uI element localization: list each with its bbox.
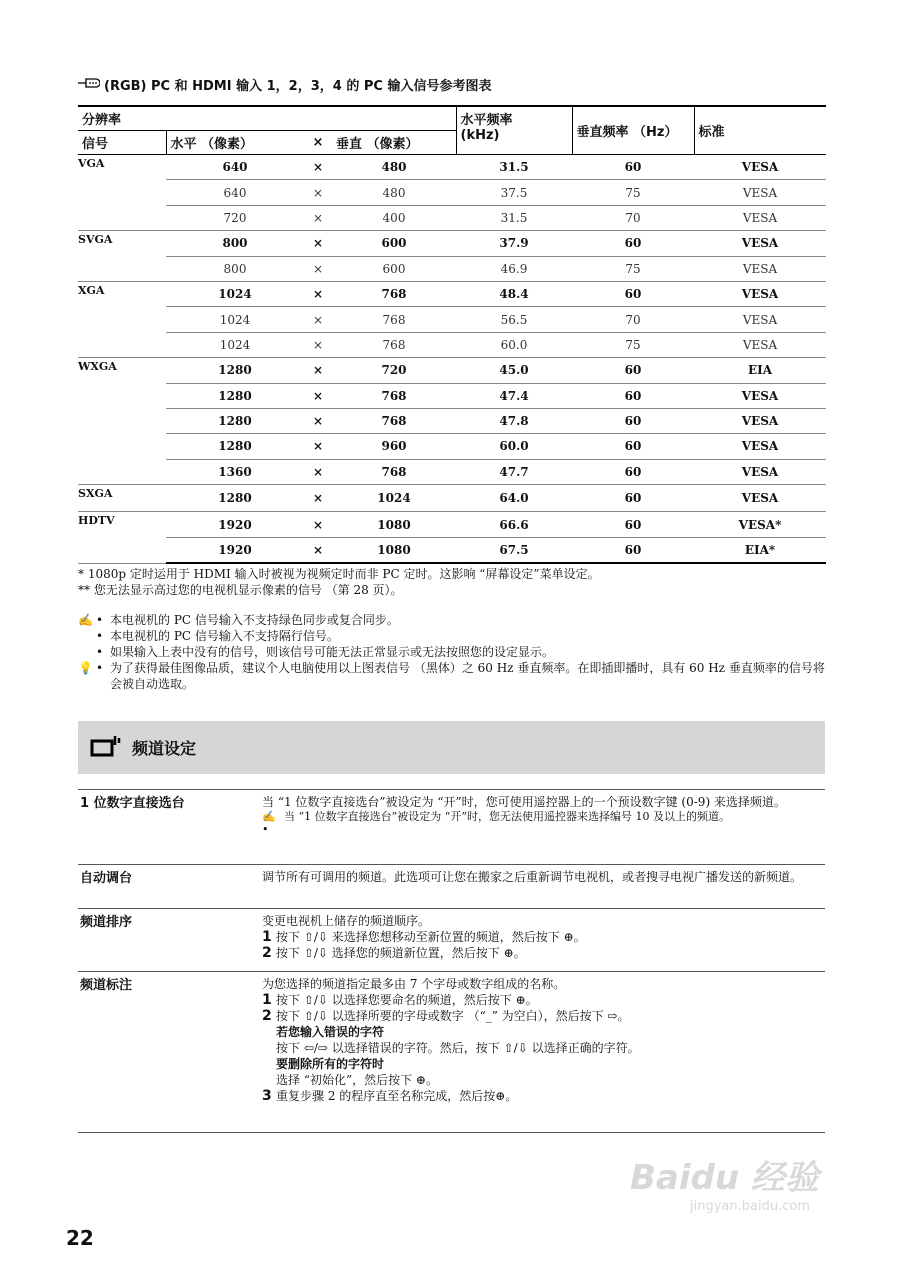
watermark-url: jingyan.baidu.com — [690, 1199, 810, 1214]
table-row — [78, 408, 826, 433]
channel-settings-icon — [90, 733, 122, 763]
cell-standard: VESA — [694, 231, 826, 256]
cell-hfreq: 31.5 — [456, 205, 572, 230]
setting-auto-tune — [78, 864, 825, 909]
cell-standard: VESA — [694, 155, 826, 180]
tip-lightbulb-icon: 💡 — [78, 661, 93, 675]
cell-times: × — [304, 231, 332, 256]
setting-label: 频道排序 — [80, 915, 133, 930]
setting-description: 为您选择的频道指定最多由 7 个字母或数字组成的名称。 — [262, 977, 566, 991]
cell-hfreq: 66.6 — [456, 512, 572, 537]
cell-hfreq: 56.5 — [456, 307, 572, 332]
cell-vertical: 480 — [332, 180, 456, 205]
table-row — [78, 155, 826, 180]
cell-standard: VESA — [694, 434, 826, 459]
cell-vfreq: 60 — [572, 459, 694, 484]
cell-vfreq: 60 — [572, 231, 694, 256]
table-row — [78, 485, 826, 512]
table-heading — [78, 75, 491, 94]
note-item: 本电视机的 PC 信号输入不支持绿色同步或复合同步。 — [110, 613, 399, 627]
cell-horizontal: 800 — [166, 231, 304, 256]
cell-vertical: 1024 — [332, 485, 456, 512]
cell-horizontal: 1920 — [166, 512, 304, 537]
cell-hfreq: 37.5 — [456, 180, 572, 205]
cell-vertical: 400 — [332, 205, 456, 230]
page-number: 22 — [66, 1226, 94, 1250]
cell-hfreq: 60.0 — [456, 332, 572, 357]
cell-vfreq: 60 — [572, 155, 694, 180]
cell-horizontal: 1360 — [166, 459, 304, 484]
cell-vertical: 1080 — [332, 537, 456, 563]
cell-hfreq: 47.4 — [456, 383, 572, 408]
subheading: 要删除所有的字符时 — [276, 1057, 385, 1071]
cell-times: × — [304, 180, 332, 205]
cell-times: × — [304, 332, 332, 357]
cell-horizontal: 640 — [166, 155, 304, 180]
cell-standard: VESA — [694, 205, 826, 230]
step-text: 重复步骤 2 的程序直至名称完成，然后按⊕。 — [276, 1089, 518, 1103]
cell-signal: HDTV — [78, 512, 166, 563]
cell-times: × — [304, 307, 332, 332]
cell-vfreq: 75 — [572, 180, 694, 205]
notes-list: ✍ • 本电视机的 PC 信号输入不支持绿色同步或复合同步。 • 本电视机的 PC 信号输入不支持隔行信号。 • 如果输入上表中没有的信号，则该信号可能无法正常显示或无法按照您的设定显示。 💡 • 为了获得最佳图像品质，建议个人电脑使用以上图表信号 （黑体）之 60 Hz 垂直频率。在即插即播时，具有 60 Hz 垂直频率的信号将会被自动选取。 — [78, 612, 828, 692]
step-number: 1 — [262, 929, 272, 945]
cell-vertical: 768 — [332, 307, 456, 332]
header-horizontal: 水平 （像素） — [166, 131, 304, 155]
cell-times: × — [304, 459, 332, 484]
cell-horizontal: 720 — [166, 205, 304, 230]
cell-horizontal: 1280 — [166, 485, 304, 512]
header-standard: 标准 — [694, 106, 826, 155]
cell-times: × — [304, 485, 332, 512]
cell-standard: VESA — [694, 332, 826, 357]
pc-input-icon — [78, 77, 100, 93]
cell-times: × — [304, 408, 332, 433]
cell-vfreq: 60 — [572, 537, 694, 563]
setting-description: 调节所有可调用的频道。此选项可让您在搬家之后重新调节电视机，或者搜寻电视广播发送的新频道。 — [262, 870, 803, 884]
footnote-1080p: * 1080p 定时运用于 HDMI 输入时被视为视频定时而非 PC 定时。这影响 “屏幕设定”菜单设定。 — [78, 567, 600, 581]
cell-horizontal: 1024 — [166, 281, 304, 306]
cell-vertical: 768 — [332, 383, 456, 408]
cell-horizontal: 1024 — [166, 332, 304, 357]
cell-vertical: 960 — [332, 434, 456, 459]
footnotes — [78, 566, 600, 598]
tip-text: 为了获得最佳图像品质，建议个人电脑使用以上图表信号 （黑体）之 60 Hz 垂直频率。在即插即播时，具有 60 Hz 垂直频率的信号将会被自动选取。 — [110, 661, 825, 691]
cell-vertical: 768 — [332, 281, 456, 306]
table-row — [78, 256, 826, 281]
cell-horizontal: 1920 — [166, 537, 304, 563]
cell-vfreq: 60 — [572, 383, 694, 408]
cell-hfreq: 67.5 — [456, 537, 572, 563]
section-title: 频道设定 — [132, 739, 197, 758]
header-signal: 信号 — [78, 131, 166, 155]
section-header — [78, 721, 825, 774]
cell-standard: VESA — [694, 281, 826, 306]
cell-times: × — [304, 155, 332, 180]
step-text: 按下 ⇧/⇩ 以选择您要命名的频道，然后按下 ⊕。 — [276, 993, 538, 1007]
cell-signal: WXGA — [78, 358, 166, 485]
cell-hfreq: 64.0 — [456, 485, 572, 512]
header-hfreq: 水平频率 (kHz) — [456, 106, 572, 155]
cell-horizontal: 800 — [166, 256, 304, 281]
cell-hfreq: 46.9 — [456, 256, 572, 281]
cell-vertical: 600 — [332, 256, 456, 281]
cell-times: × — [304, 434, 332, 459]
setting-channel-sort — [78, 908, 825, 971]
cell-vfreq: 60 — [572, 408, 694, 433]
table-row — [78, 332, 826, 357]
cell-vfreq: 60 — [572, 358, 694, 383]
cell-times: × — [304, 537, 332, 563]
cell-times: × — [304, 358, 332, 383]
cell-signal: VGA — [78, 155, 166, 231]
cell-standard: VESA — [694, 485, 826, 512]
table-row — [78, 307, 826, 332]
cell-vertical: 768 — [332, 459, 456, 484]
cell-vfreq: 60 — [572, 512, 694, 537]
setting-label: 自动调台 — [80, 871, 133, 886]
cell-hfreq: 60.0 — [456, 434, 572, 459]
table-row — [78, 383, 826, 408]
table-title: (RGB) PC 和 HDMI 输入 1，2，3，4 的 PC 输入信号参考图表 — [104, 79, 492, 94]
pc-signal-table — [78, 105, 826, 564]
cell-horizontal: 1280 — [166, 408, 304, 433]
subheading-text: 选择 “初始化”，然后按下 ⊕。 — [276, 1073, 438, 1087]
cell-hfreq: 47.7 — [456, 459, 572, 484]
cell-signal: SVGA — [78, 231, 166, 282]
cell-standard: VESA — [694, 459, 826, 484]
table-row — [78, 358, 826, 383]
cell-hfreq: 45.0 — [456, 358, 572, 383]
cell-hfreq: 47.8 — [456, 408, 572, 433]
cell-vfreq: 70 — [572, 307, 694, 332]
cell-standard: VESA — [694, 180, 826, 205]
setting-description: 当 “1 位数字直接选台”被设定为 “开”时，您可使用遥控器上的一个预设数字键 (0-9) 来选择频道。 — [262, 795, 786, 809]
header-vfreq: 垂直频率 （Hz） — [572, 106, 694, 155]
table-row — [78, 459, 826, 484]
cell-horizontal: 640 — [166, 180, 304, 205]
subheading: 若您输入错误的字符 — [276, 1025, 385, 1039]
cell-times: × — [304, 256, 332, 281]
cell-vfreq: 60 — [572, 281, 694, 306]
step-number: 1 — [262, 992, 272, 1008]
table-row — [78, 180, 826, 205]
cell-vfreq: 60 — [572, 485, 694, 512]
cell-times: × — [304, 281, 332, 306]
cell-signal: SXGA — [78, 485, 166, 512]
setting-direct-select — [78, 789, 825, 864]
setting-label: 频道标注 — [80, 978, 133, 993]
cell-hfreq: 48.4 — [456, 281, 572, 306]
table-row — [78, 231, 826, 256]
setting-channel-label — [78, 971, 825, 1133]
note-pencil-icon: ✍ — [78, 613, 93, 627]
step-number: 3 — [262, 1088, 272, 1104]
table-row — [78, 281, 826, 306]
cell-times: × — [304, 205, 332, 230]
step-number: 2 — [262, 945, 272, 961]
step-number: 2 — [262, 1008, 272, 1024]
header-resolution: 分辨率 — [78, 106, 456, 131]
cell-standard: EIA — [694, 358, 826, 383]
cell-horizontal: 1280 — [166, 434, 304, 459]
note-item: 如果输入上表中没有的信号，则该信号可能无法正常显示或无法按照您的设定显示。 — [110, 645, 555, 659]
subheading-text: 按下 ⇦/⇨ 以选择错误的字符。然后，按下 ⇧/⇩ 以选择正确的字符。 — [276, 1041, 640, 1055]
cell-horizontal: 1280 — [166, 358, 304, 383]
table-row — [78, 512, 826, 537]
step-text: 按下 ⇧/⇩ 以选择所要的字母或数字 （“_” 为空白），然后按下 ⇨。 — [276, 1009, 630, 1023]
watermark — [630, 1150, 819, 1214]
signal-rows — [78, 155, 826, 564]
step-text: 按下 ⇧/⇩ 来选择您想移动至新位置的频道，然后按下 ⊕。 — [276, 930, 586, 944]
cell-vfreq: 75 — [572, 332, 694, 357]
cell-vertical: 768 — [332, 408, 456, 433]
footnote-resolution: ** 您无法显示高过您的电视机显示像素的信号 （第 28 页）。 — [78, 583, 403, 597]
table-row — [78, 205, 826, 230]
cell-times: × — [304, 383, 332, 408]
cell-hfreq: 37.9 — [456, 231, 572, 256]
setting-note: 当 “1 位数字直接选台”被设定为 “开”时，您无法使用遥控器来选择编号 10 及以上的频道。 — [284, 810, 730, 823]
cell-standard: VESA — [694, 307, 826, 332]
cell-horizontal: 1280 — [166, 383, 304, 408]
cell-vertical: 600 — [332, 231, 456, 256]
header-times: × — [304, 131, 332, 155]
setting-label: 1 位数字直接选台 — [80, 796, 185, 811]
watermark-brand: Baidu 经验 — [630, 1158, 819, 1198]
cell-vertical: 768 — [332, 332, 456, 357]
table-row — [78, 537, 826, 563]
cell-standard: EIA* — [694, 537, 826, 563]
cell-vfreq: 60 — [572, 434, 694, 459]
cell-vfreq: 70 — [572, 205, 694, 230]
note-pencil-icon: ✍ • — [262, 810, 276, 836]
step-text: 按下 ⇧/⇩ 选择您的频道新位置，然后按下 ⊕。 — [276, 946, 526, 960]
cell-standard: VESA — [694, 408, 826, 433]
cell-vertical: 720 — [332, 358, 456, 383]
header-vertical: 垂直 （像素） — [332, 131, 456, 155]
cell-vfreq: 75 — [572, 256, 694, 281]
setting-description: 变更电视机上储存的频道顺序。 — [262, 914, 431, 928]
cell-vertical: 1080 — [332, 512, 456, 537]
table-row — [78, 434, 826, 459]
cell-signal: XGA — [78, 281, 166, 357]
cell-times: × — [304, 512, 332, 537]
cell-standard: VESA* — [694, 512, 826, 537]
cell-hfreq: 31.5 — [456, 155, 572, 180]
cell-vertical: 480 — [332, 155, 456, 180]
cell-standard: VESA — [694, 256, 826, 281]
cell-standard: VESA — [694, 383, 826, 408]
cell-horizontal: 1024 — [166, 307, 304, 332]
note-item: 本电视机的 PC 信号输入不支持隔行信号。 — [110, 629, 339, 643]
